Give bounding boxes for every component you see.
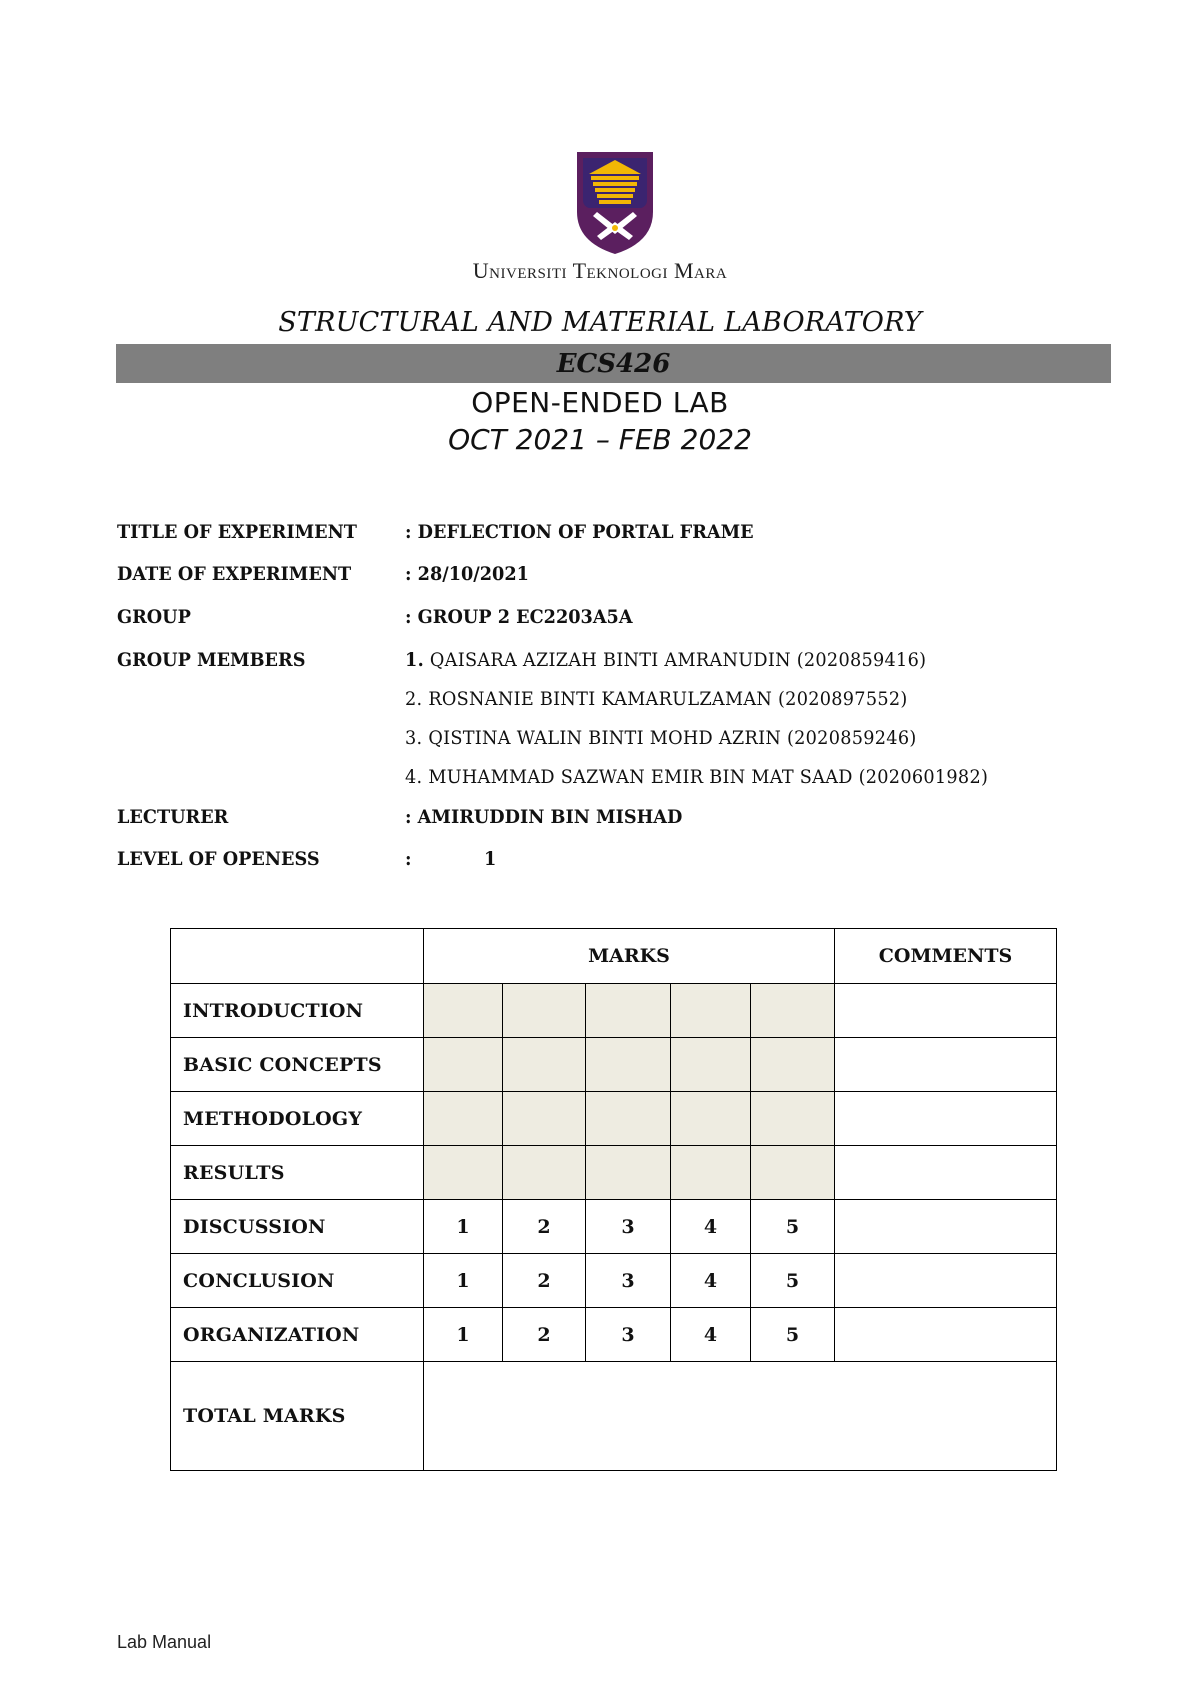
score-cell: 4 [671, 1254, 751, 1308]
comment-cell [835, 1200, 1057, 1254]
score-cell: 4 [671, 1308, 751, 1362]
title-value: : DEFLECTION OF PORTAL FRAME [405, 521, 754, 543]
member-item [405, 766, 988, 788]
comment-cell [835, 1308, 1057, 1362]
empty-header-cell [171, 929, 424, 984]
comment-cell [835, 1038, 1057, 1092]
marks-header: MARKS [424, 929, 835, 984]
score-cell: 2 [503, 1254, 586, 1308]
table-row [171, 1146, 1057, 1200]
comments-header: COMMENTS [835, 929, 1057, 984]
member-number: 3. [405, 727, 423, 749]
score-cell [671, 984, 751, 1038]
lecturer-label: LECTURER [117, 806, 229, 828]
total-marks-label: TOTAL MARKS [171, 1362, 424, 1471]
table-row [171, 1038, 1057, 1092]
criterion-label: ORGANIZATION [171, 1308, 424, 1362]
comment-cell [835, 1146, 1057, 1200]
score-cell: 3 [586, 1200, 671, 1254]
member-number: 2. [405, 688, 423, 710]
table-header-row [171, 929, 1057, 984]
table-row [171, 1092, 1057, 1146]
openness-label: LEVEL OF OPENESS [117, 848, 320, 870]
openness-colon: : [405, 848, 412, 870]
footer-text: Lab Manual [117, 1632, 212, 1652]
member-item [405, 688, 908, 710]
member-item [405, 649, 926, 671]
score-cell [586, 984, 671, 1038]
score-cell [671, 1146, 751, 1200]
score-cell: 5 [751, 1254, 835, 1308]
score-cell [503, 984, 586, 1038]
score-cell [503, 1092, 586, 1146]
course-code-bar [116, 344, 1111, 383]
score-cell: 3 [586, 1254, 671, 1308]
criterion-label: METHODOLOGY [171, 1092, 424, 1146]
criterion-label: CONCLUSION [171, 1254, 424, 1308]
criterion-label: BASIC CONCEPTS [171, 1038, 424, 1092]
score-cell [586, 1092, 671, 1146]
table-row [171, 1254, 1057, 1308]
members-label: GROUP MEMBERS [117, 649, 306, 671]
score-cell [751, 1038, 835, 1092]
university-name: Universiti Teknologi Mara [472, 258, 728, 283]
comment-cell [835, 1092, 1057, 1146]
lecturer-value: : AMIRUDDIN BIN MISHAD [405, 806, 683, 828]
score-cell: 4 [671, 1200, 751, 1254]
openness-value: 1 [484, 848, 497, 870]
score-cell: 3 [586, 1308, 671, 1362]
score-cell [503, 1038, 586, 1092]
group-label: GROUP [117, 606, 191, 628]
score-cell [424, 1038, 503, 1092]
member-name: ROSNANIE BINTI KAMARULZAMAN (2020897552) [422, 688, 908, 710]
table-row [171, 1200, 1057, 1254]
score-cell: 2 [503, 1308, 586, 1362]
score-cell [424, 984, 503, 1038]
score-cell [586, 1038, 671, 1092]
lab-title: STRUCTURAL AND MATERIAL LABORATORY [278, 307, 922, 338]
uitm-logo [575, 150, 655, 256]
session: OCT 2021 – FEB 2022 [448, 423, 752, 456]
score-cell [424, 1092, 503, 1146]
score-cell [751, 1146, 835, 1200]
lab-type: OPEN-ENDED LAB [471, 386, 729, 419]
score-cell: 5 [751, 1308, 835, 1362]
score-cell [586, 1146, 671, 1200]
criterion-label: DISCUSSION [171, 1200, 424, 1254]
table-row [171, 1308, 1057, 1362]
score-cell [751, 984, 835, 1038]
score-cell [503, 1146, 586, 1200]
member-item [405, 727, 917, 749]
title-label: TITLE OF EXPERIMENT [117, 521, 357, 543]
date-label: DATE OF EXPERIMENT [117, 563, 352, 585]
course-code: ECS426 [556, 348, 671, 379]
member-number: 1. [405, 649, 425, 671]
total-row [171, 1362, 1057, 1471]
member-name: MUHAMMAD SAZWAN EMIR BIN MAT SAAD (2020601982) [422, 766, 989, 788]
score-cell: 1 [424, 1254, 503, 1308]
member-number: 4. [405, 766, 423, 788]
score-cell: 5 [751, 1200, 835, 1254]
criterion-label: RESULTS [171, 1146, 424, 1200]
score-cell [424, 1146, 503, 1200]
score-cell [671, 1038, 751, 1092]
score-cell: 1 [424, 1200, 503, 1254]
score-cell [671, 1092, 751, 1146]
criterion-label: INTRODUCTION [171, 984, 424, 1038]
total-marks-cell [424, 1362, 1057, 1471]
member-name: QAISARA AZIZAH BINTI AMRANUDIN (2020859416) [424, 649, 927, 671]
comment-cell [835, 984, 1057, 1038]
date-value: : 28/10/2021 [405, 563, 529, 585]
member-name: QISTINA WALIN BINTI MOHD AZRIN (2020859246) [422, 727, 917, 749]
score-cell: 1 [424, 1308, 503, 1362]
comment-cell [835, 1254, 1057, 1308]
group-value: : GROUP 2 EC2203A5A [405, 606, 633, 628]
score-cell [751, 1092, 835, 1146]
score-cell: 2 [503, 1200, 586, 1254]
marks-table [170, 928, 1057, 1471]
table-row [171, 984, 1057, 1038]
